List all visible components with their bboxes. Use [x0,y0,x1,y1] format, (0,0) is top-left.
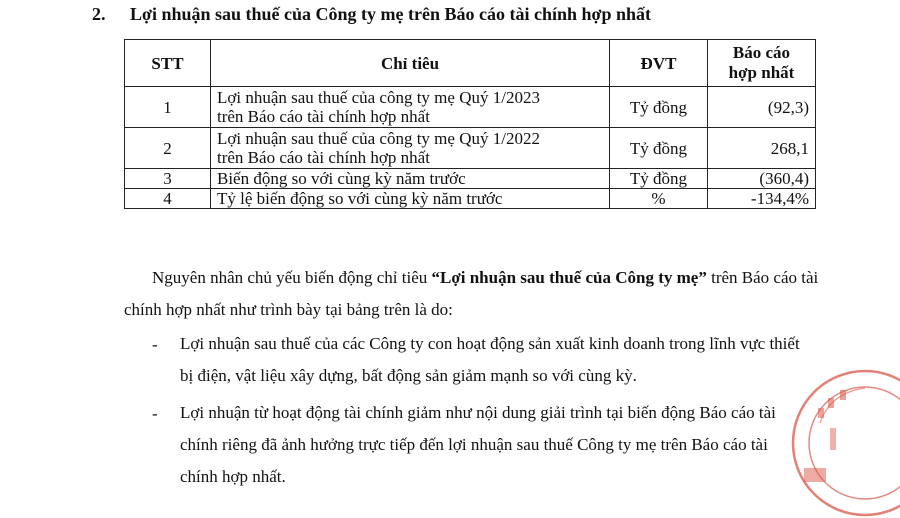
intro-text: trên Báo cáo tài [706,268,819,287]
bullet-2-line1: Lợi nhuận từ hoạt động tài chính giảm như nội dung giải trình tại biến động Báo cáo tài [180,403,776,422]
header-indicator: Chỉ tiêu [211,40,610,87]
cell-indicator-line: Lợi nhuận sau thuế của công ty mẹ Quý 1/2023 [217,88,540,107]
cell-indicator: Tỷ lệ biến động so với cùng kỳ năm trước [211,189,610,209]
section-number: 2. [92,4,106,24]
section-heading [92,4,651,25]
cell-unit: Tỷ đồng [610,128,708,169]
cell-indicator-line: trên Báo cáo tài chính hợp nhất [217,107,430,126]
table-row [125,189,816,209]
cell-indicator [211,128,610,169]
bullet-marker: - [152,404,158,423]
cell-indicator [211,87,610,128]
table-header-row [125,40,816,87]
bullet-1-line2: bị điện, vật liệu xây dựng, bất động sản giảm mạnh so với cùng kỳ. [180,366,637,385]
bullet-1-line1: Lợi nhuận sau thuế của các Công ty con hoạt động sản xuất kinh doanh trong lĩnh vực thiết [180,334,800,353]
header-consolidated [708,40,816,87]
cell-indicator-line: trên Báo cáo tài chính hợp nhất [217,148,430,167]
cell-value: -134,4% [708,189,816,209]
cell-indicator-line: Lợi nhuận sau thuế của công ty mẹ Quý 1/2022 [217,129,540,148]
intro-paragraph-line2: chính hợp nhất như trình bày tại bảng trên là do: [124,300,453,319]
cell-value: (92,3) [708,87,816,128]
cell-stt: 1 [125,87,211,128]
cell-stt: 3 [125,169,211,189]
header-consolidated-label: Báo cáo hợp nhất [728,43,795,82]
cell-value: (360,4) [708,169,816,189]
cell-value: 268,1 [708,128,816,169]
cell-indicator: Biến động so với cùng kỳ năm trước [211,169,610,189]
section-title: Lợi nhuận sau thuế của Công ty mẹ trên Báo cáo tài chính hợp nhất [130,4,652,24]
cell-unit: Tỷ đồng [610,169,708,189]
table-row [125,169,816,189]
intro-quoted-indicator: “Lợi nhuận sau thuế của Công ty mẹ” [431,268,707,287]
header-stt: STT [125,40,211,87]
header-unit: ĐVT [610,40,708,87]
intro-text: Nguyên nhân chủ yếu biến động chỉ tiêu [152,268,432,287]
table-row [125,87,816,128]
cell-unit: % [610,189,708,209]
company-seal-stamp [790,368,900,518]
bullet-2-line2: chính riêng đã ảnh hưởng trực tiếp đến lợi nhuận sau thuế Công ty mẹ trên Báo cáo tài [180,435,768,454]
cell-unit: Tỷ đồng [610,87,708,128]
intro-paragraph-line1 [152,268,818,288]
profit-table [124,39,816,209]
bullet-2-line3: chính hợp nhất. [180,467,286,486]
table-row [125,128,816,169]
cell-stt: 4 [125,189,211,209]
cell-stt: 2 [125,128,211,169]
bullet-marker: - [152,335,158,354]
